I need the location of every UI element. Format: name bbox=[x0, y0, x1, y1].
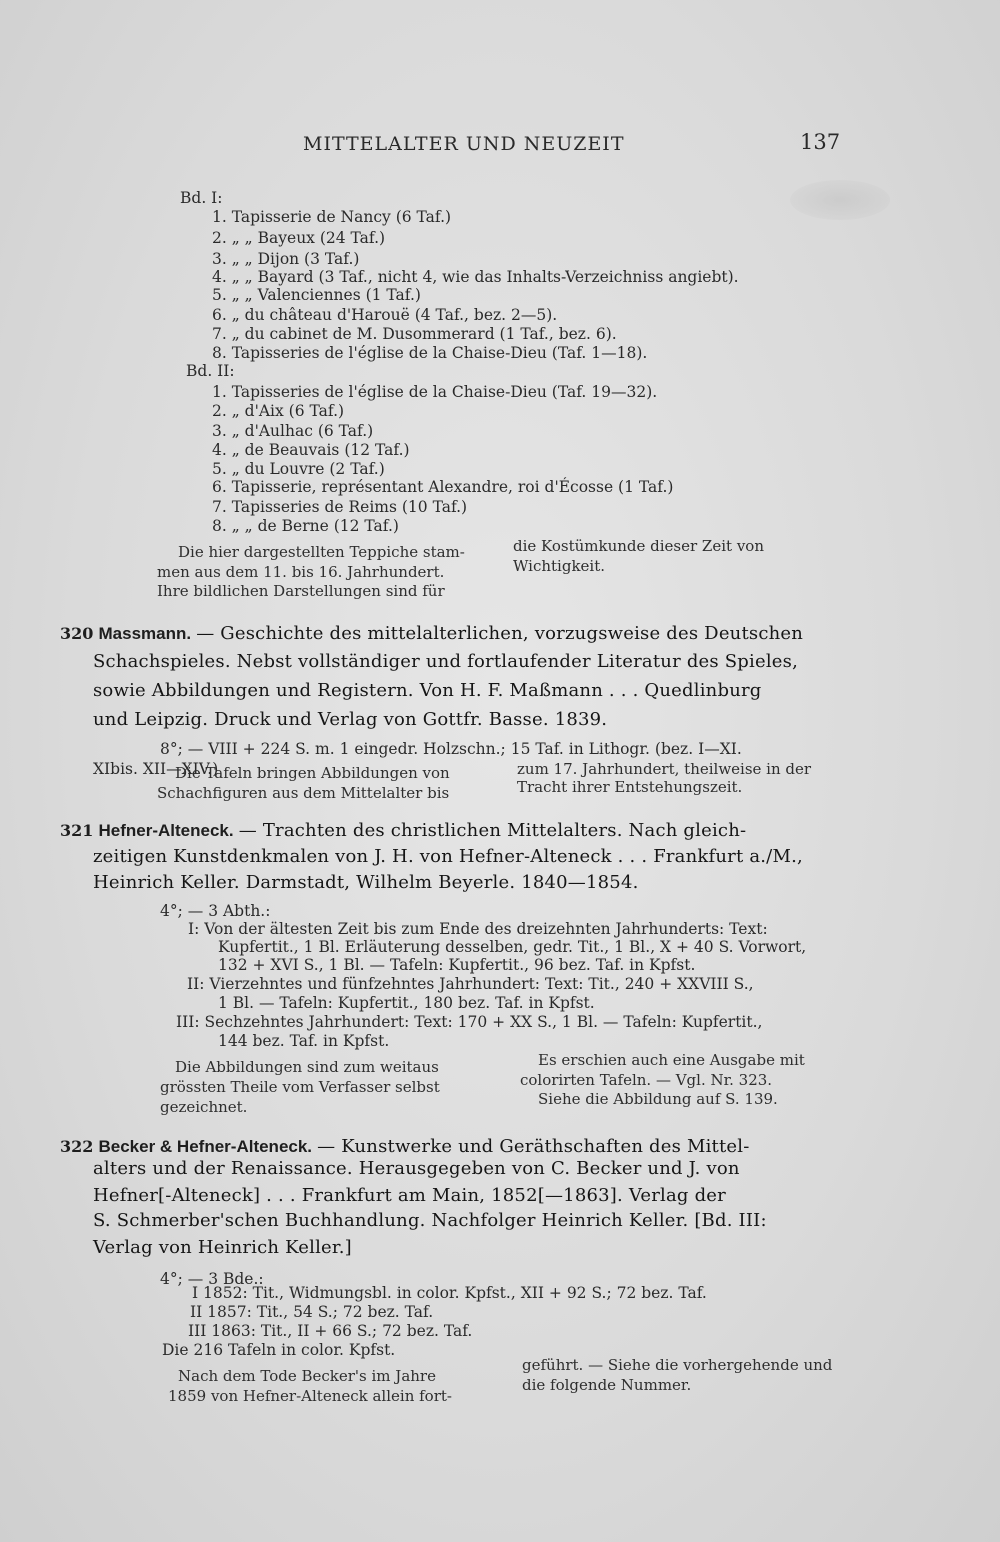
note-line: die folgende Nummer. bbox=[522, 1376, 692, 1394]
collation-line: 4°; — 3 Abth.: bbox=[160, 902, 271, 920]
note-line: colorirten Tafeln. — Vgl. Nr. 323. bbox=[520, 1071, 773, 1089]
list-item: 2. „ d'Aix (6 Taf.) bbox=[212, 402, 345, 420]
volume-label: Bd. I: bbox=[180, 189, 223, 207]
list-item: 6. Tapisserie, représentant Alexandre, roi d'Écosse (1 Taf.) bbox=[212, 478, 674, 496]
entry-number: 320 bbox=[60, 624, 94, 643]
entry-title-line: alters und der Renaissance. Herausgegeben von C. Becker und J. von bbox=[93, 1158, 740, 1179]
note-line: Die Tafeln bringen Abbildungen von bbox=[175, 764, 450, 782]
entry-header bbox=[60, 820, 746, 841]
note-line: zum 17. Jahrhundert, theilweise in der bbox=[517, 760, 812, 778]
entry-number: 321 bbox=[60, 821, 94, 840]
entry-header bbox=[60, 1136, 750, 1157]
note-line: Nach dem Tode Becker's im Jahre bbox=[178, 1367, 436, 1385]
note-line: Die hier dargestellten Teppiche stam- bbox=[178, 543, 465, 561]
note-line: Tracht ihrer Entstehungszeit. bbox=[517, 778, 743, 796]
collation-line: III: Sechzehntes Jahrhundert: Text: 170 + XX S., 1 Bl. — Tafeln: Kupfertit., bbox=[176, 1013, 763, 1031]
list-item: 4. „ „ Bayard (3 Taf., nicht 4, wie das Inhalts-Verzeichniss angiebt). bbox=[212, 268, 739, 286]
list-item: 2. „ „ Bayeux (24 Taf.) bbox=[212, 229, 386, 247]
collation-line: XIbis. XII—XIV.) bbox=[93, 760, 219, 778]
entry-title-line: Hefner[-Alteneck] . . . Frankfurt am Main, 1852[—1863]. Verlag der bbox=[93, 1185, 726, 1206]
entry-title-line: und Leipzig. Druck und Verlag von Gottfr. Basse. 1839. bbox=[93, 709, 608, 730]
note-line: men aus dem 11. bis 16. Jahrhundert. bbox=[157, 563, 445, 581]
volume-label: Bd. II: bbox=[186, 362, 235, 380]
collation-line: 4°; — 3 Bde.: bbox=[160, 1270, 264, 1288]
entry-title-line: Heinrich Keller. Darmstadt, Wilhelm Beyerle. 1840—1854. bbox=[93, 872, 639, 893]
entry-title-line: — Trachten des christlichen Mittelalters. Nach gleich- bbox=[238, 820, 747, 841]
paper-stain bbox=[790, 180, 890, 220]
list-item: 3. „ d'Aulhac (6 Taf.) bbox=[212, 422, 374, 440]
entry-number: 322 bbox=[60, 1137, 94, 1156]
collation-line: I: Von der ältesten Zeit bis zum Ende des dreizehnten Jahrhunderts: Text: bbox=[188, 920, 768, 938]
list-item: 8. Tapisseries de l'église de la Chaise-Dieu (Taf. 1—18). bbox=[212, 344, 648, 362]
entry-author: Hefner-Alteneck. bbox=[98, 821, 234, 840]
list-item: 3. „ „ Dijon (3 Taf.) bbox=[212, 250, 360, 268]
note-line: 1859 von Hefner-Alteneck allein fort- bbox=[168, 1387, 452, 1405]
collation-line: Die 216 Tafeln in color. Kpfst. bbox=[162, 1341, 396, 1359]
list-item: 5. „ du Louvre (2 Taf.) bbox=[212, 460, 385, 478]
note-line: geführt. — Siehe die vorhergehende und bbox=[522, 1356, 833, 1374]
collation-line: II: Vierzehntes und fünfzehntes Jahrhundert: Text: Tit., 240 + XXVIII S., bbox=[187, 975, 754, 993]
collation-line: III 1863: Tit., II + 66 S.; 72 bez. Taf. bbox=[188, 1322, 473, 1340]
page-number: 137 bbox=[800, 130, 841, 154]
note-line: Es erschien auch eine Ausgabe mit bbox=[538, 1051, 805, 1069]
entry-title-line: — Kunstwerke und Geräthschaften des Mittel- bbox=[317, 1136, 750, 1157]
list-item: 5. „ „ Valenciennes (1 Taf.) bbox=[212, 286, 421, 304]
note-line: die Kostümkunde dieser Zeit von bbox=[513, 537, 764, 555]
collation-line: Kupfertit., 1 Bl. Erläuterung desselben, gedr. Tit., 1 Bl., X + 40 S. Vorwort, bbox=[218, 938, 807, 956]
entry-author: Massmann. bbox=[98, 624, 192, 643]
entry-title-line: — Geschichte des mittelalterlichen, vorzugsweise des Deutschen bbox=[196, 623, 804, 644]
entry-title-line: zeitigen Kunstdenkmalen von J. H. von Hefner-Alteneck . . . Frankfurt a./M., bbox=[93, 846, 803, 867]
note-line: grössten Theile vom Verfasser selbst bbox=[160, 1078, 440, 1096]
running-header: MITTELALTER UND NEUZEIT bbox=[303, 133, 625, 155]
list-item: 8. „ „ de Berne (12 Taf.) bbox=[212, 517, 399, 535]
list-item: 1. Tapisseries de l'église de la Chaise-Dieu (Taf. 19—32). bbox=[212, 383, 658, 401]
list-item: 6. „ du château d'Harouë (4 Taf., bez. 2—5). bbox=[212, 306, 558, 324]
list-item: 1. Tapisserie de Nancy (6 Taf.) bbox=[212, 208, 452, 226]
list-item: 7. Tapisseries de Reims (10 Taf.) bbox=[212, 498, 468, 516]
entry-title-line: S. Schmerber'schen Buchhandlung. Nachfolger Heinrich Keller. [Bd. III: bbox=[93, 1210, 767, 1231]
entry-header bbox=[60, 623, 803, 644]
note-line: Ihre bildlichen Darstellungen sind für bbox=[157, 582, 445, 600]
collation-line: 8°; — VIII + 224 S. m. 1 eingedr. Holzschn.; 15 Taf. in Lithogr. (bez. I—XI. bbox=[160, 740, 742, 758]
entry-author: Becker & Hefner-Alteneck. bbox=[98, 1137, 313, 1156]
collation-line: 144 bez. Taf. in Kpfst. bbox=[218, 1032, 390, 1050]
entry-title-line: Schachspieles. Nebst vollständiger und fortlaufender Literatur des Spieles, bbox=[93, 651, 798, 672]
list-item: 7. „ du cabinet de M. Dusommerard (1 Taf., bez. 6). bbox=[212, 325, 617, 343]
note-line: Die Abbildungen sind zum weitaus bbox=[175, 1058, 439, 1076]
list-item: 4. „ de Beauvais (12 Taf.) bbox=[212, 441, 410, 459]
entry-title-line: Verlag von Heinrich Keller.] bbox=[93, 1237, 352, 1258]
note-line: Siehe die Abbildung auf S. 139. bbox=[538, 1090, 778, 1108]
collation-line: 1 Bl. — Tafeln: Kupfertit., 180 bez. Taf. in Kpfst. bbox=[218, 994, 595, 1012]
collation-line: 132 + XVI S., 1 Bl. — Tafeln: Kupfertit., 96 bez. Taf. in Kpfst. bbox=[218, 956, 696, 974]
note-line: gezeichnet. bbox=[160, 1098, 248, 1116]
collation-line: II 1857: Tit., 54 S.; 72 bez. Taf. bbox=[190, 1303, 434, 1321]
collation-line: I 1852: Tit., Widmungsbl. in color. Kpfst., XII + 92 S.; 72 bez. Taf. bbox=[192, 1284, 707, 1302]
note-line: Schachfiguren aus dem Mittelalter bis bbox=[157, 784, 450, 802]
note-line: Wichtigkeit. bbox=[513, 557, 605, 575]
entry-title-line: sowie Abbildungen und Registern. Von H. F. Maßmann . . . Quedlinburg bbox=[93, 680, 762, 701]
